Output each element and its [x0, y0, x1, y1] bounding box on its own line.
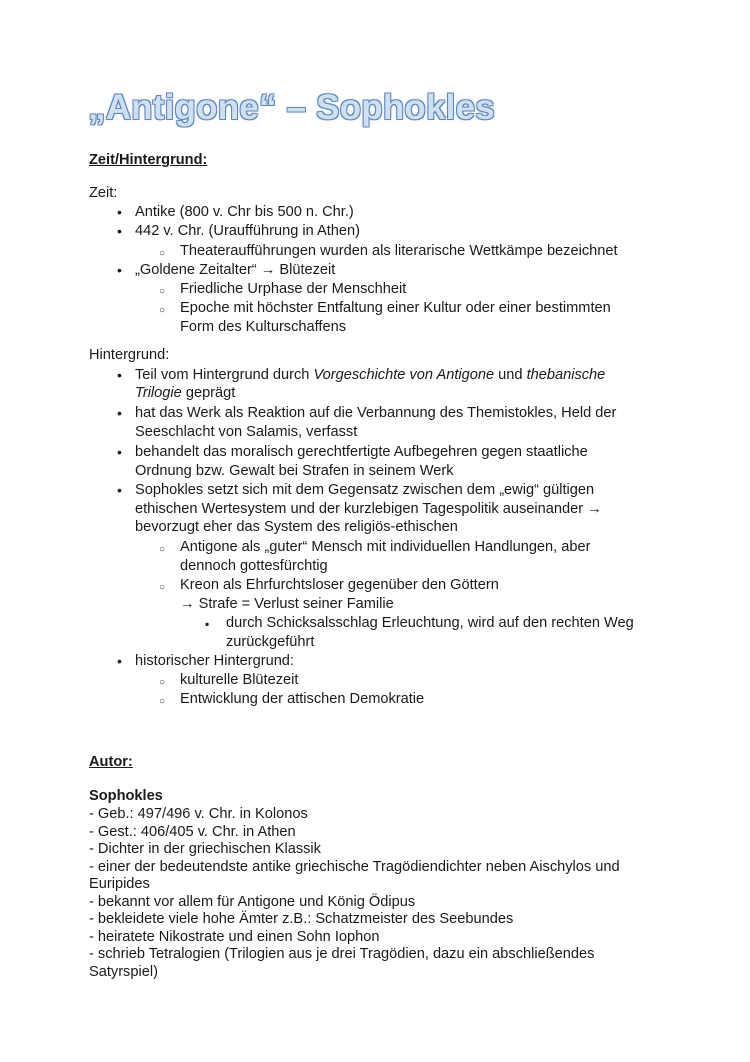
bullet-icon	[117, 652, 122, 670]
author-line: Euripides	[89, 876, 150, 892]
author-line: - schrieb Tetralogien (Trilogien aus je drei Tragödien, dazu ein abschließendes	[89, 946, 595, 962]
author-line: - bekleidete viele hohe Ämter z.B.: Schatzmeister des Seebundes	[89, 911, 514, 927]
hintergrund-label: Hintergrund:	[89, 347, 170, 363]
list-item: hat das Werk als Reaktion auf die Verbannung des Themistokles, Held der	[135, 405, 617, 421]
bullet-icon	[117, 481, 122, 499]
list-item: historischer Hintergrund:	[135, 653, 294, 669]
circle-bullet-icon	[159, 299, 165, 320]
bullet-icon	[117, 222, 122, 240]
section-heading-zeit-hintergrund: Zeit/Hintergrund:	[89, 152, 208, 168]
list-item: „Goldene Zeitalter“ → Blütezeit	[135, 262, 336, 278]
zeit-label: Zeit:	[89, 185, 118, 201]
author-line: - bekannt vor allem für Antigone und König Ödipus	[89, 894, 416, 910]
bullet-icon	[117, 203, 122, 221]
list-item: 442 v. Chr. (Uraufführung in Athen)	[135, 223, 360, 239]
list-item: durch Schicksalsschlag Erleuchtung, wird auf den rechten Weg	[226, 615, 634, 631]
circle-bullet-icon	[159, 690, 165, 711]
list-item: Epoche mit höchster Entfaltung einer Kultur oder einer bestimmten	[180, 300, 611, 316]
list-item-arrow-note: → Strafe = Verlust seiner Familie	[180, 596, 394, 612]
list-item: Friedliche Urphase der Menschheit	[180, 281, 407, 297]
circle-bullet-icon	[159, 280, 165, 301]
list-item: Antike (800 v. Chr bis 500 n. Chr.)	[135, 204, 354, 220]
circle-bullet-icon	[159, 671, 165, 692]
circle-bullet-icon	[159, 538, 165, 559]
author-line: - Geb.: 497/496 v. Chr. in Kolonos	[89, 806, 308, 822]
document-title: „Antigone“ – Sophokles	[88, 88, 495, 127]
author-line: - heiratete Nikostrate und einen Sohn Iophon	[89, 929, 380, 945]
list-item: Antigone als „guter“ Mensch mit individuellen Handlungen, aber	[180, 539, 591, 555]
list-item: Entwicklung der attischen Demokratie	[180, 691, 425, 707]
bullet-icon	[117, 404, 122, 422]
list-item: Kreon als Ehrfurchtsloser gegenüber den Göttern	[180, 577, 499, 593]
author-line: Satyrspiel)	[89, 964, 158, 980]
list-item: Theateraufführungen wurden als literarische Wettkämpe bezeichnet	[180, 243, 618, 259]
bullet-icon	[117, 366, 122, 384]
list-item-continuation: Seeschlacht von Salamis, verfasst	[135, 424, 358, 440]
list-item-continuation: Form des Kulturschaffens	[180, 319, 347, 335]
list-item-continuation: bevorzugt eher das System des religiös-ethischen	[135, 519, 458, 535]
list-item: Teil vom Hintergrund durch Vorgeschichte von Antigone und thebanische	[135, 367, 606, 383]
list-item-continuation: dennoch gottesfürchtig	[180, 558, 328, 574]
list-item-continuation: ethischen Wertesystem und der kurzlebigen Tagespolitik auseinander →	[135, 501, 602, 517]
author-line: - Gest.: 406/405 v. Chr. in Athen	[89, 824, 296, 840]
section-heading-autor: Autor:	[89, 754, 133, 770]
circle-bullet-icon	[159, 576, 165, 597]
circle-bullet-icon	[159, 242, 165, 263]
author-line: - Dichter in der griechischen Klassik	[89, 841, 321, 857]
bullet-icon	[117, 443, 122, 461]
list-item: behandelt das moralisch gerechtfertigte Aufbegehren gegen staatliche	[135, 444, 588, 460]
list-item: Sophokles setzt sich mit dem Gegensatz zwischen dem „ewig“ gültigen	[135, 482, 595, 498]
bullet-icon	[117, 261, 122, 279]
list-item-continuation: Trilogie geprägt	[135, 385, 236, 401]
list-item: kulturelle Blütezeit	[180, 672, 299, 688]
author-name: Sophokles	[89, 788, 163, 804]
author-line: - einer der bedeutendste antike griechische Tragödiendichter neben Aischylos und	[89, 859, 620, 875]
list-item-continuation: zurückgeführt	[226, 634, 315, 650]
list-item-continuation: Ordnung bzw. Gewalt bei Strafen in seinem Werk	[135, 463, 454, 479]
square-bullet-icon	[205, 614, 209, 633]
